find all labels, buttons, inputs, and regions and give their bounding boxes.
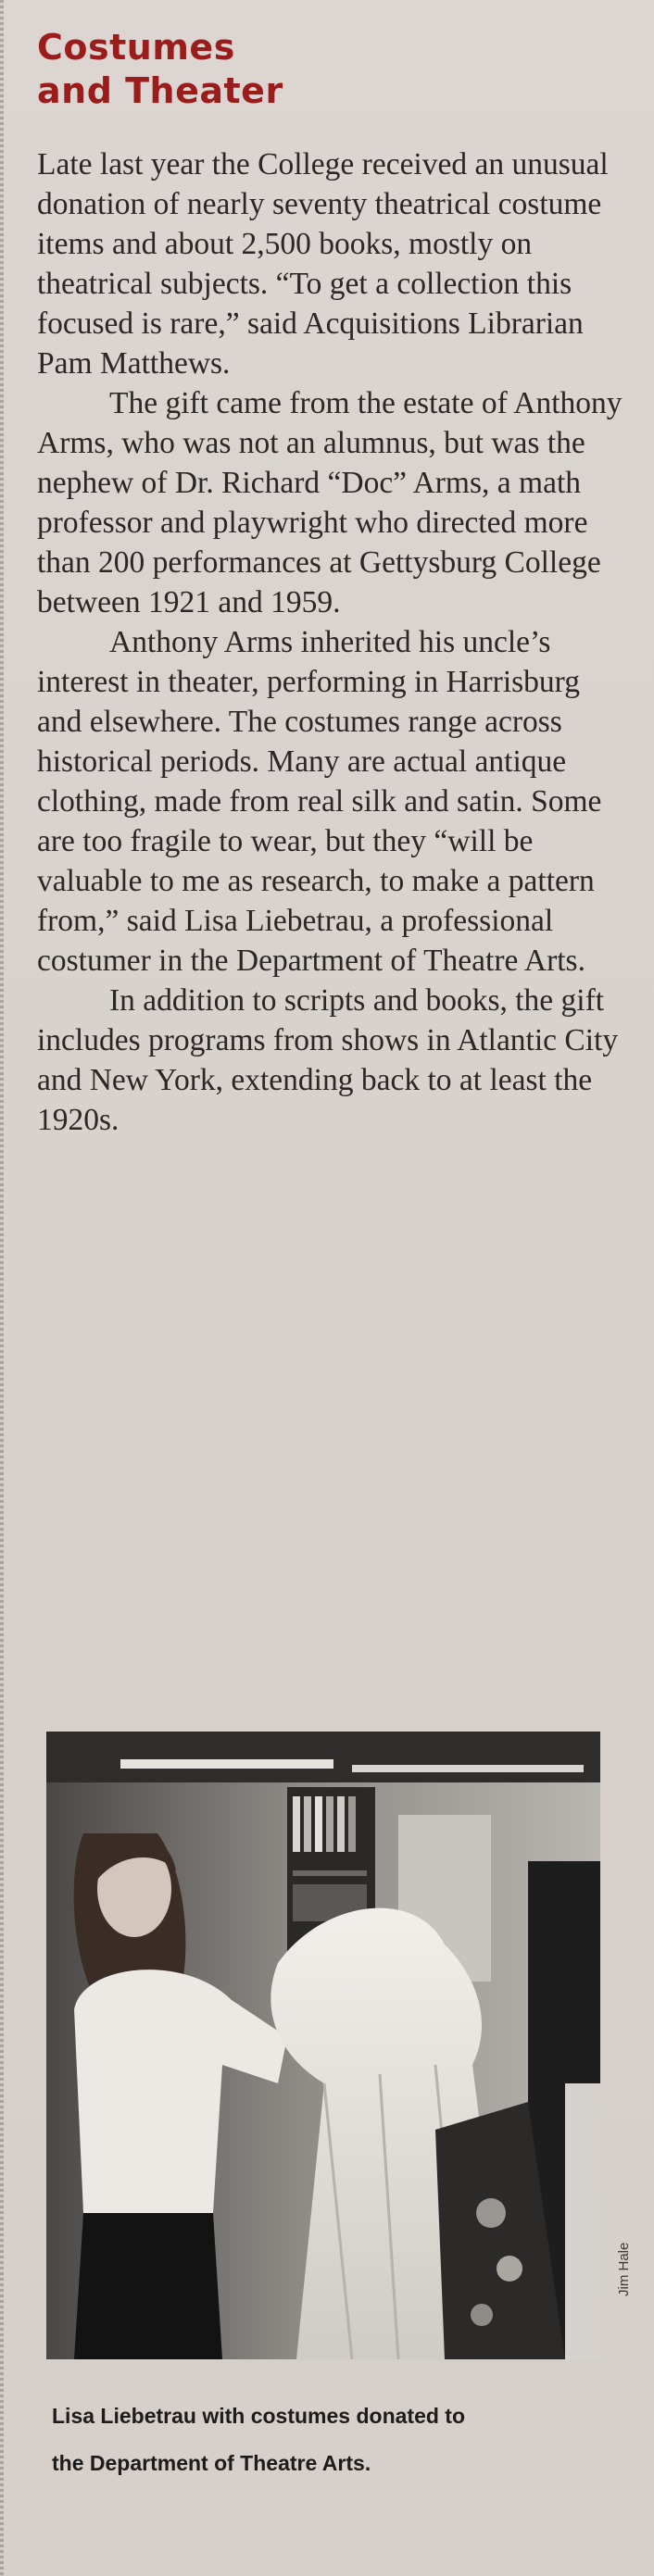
lace-garment	[565, 2083, 600, 2359]
costume-photo	[46, 1732, 600, 2359]
page-edge	[0, 0, 4, 2576]
ceiling	[46, 1732, 600, 1782]
caption-line-2: the Department of Theatre Arts.	[52, 2451, 371, 2475]
paragraph-4: In addition to scripts and books, the gift includes programs from shows in Atlantic City and New York, extending back to at least the 1920s.	[37, 983, 619, 1137]
ceiling-light	[120, 1759, 333, 1769]
paragraph-1: Late last year the College received an unusual donation of nearly seventy theatrical costume items and about 2,500 books, mostly on theatrical subjects. “To get a collection this focused is rare,” said Acquisitions Librarian Pam Matthews.	[37, 147, 609, 381]
title-line-2: and Theater	[37, 70, 283, 111]
photo-illustration	[46, 1732, 600, 2359]
caption-line-1: Lisa Liebetrau with costumes donated to	[52, 2404, 466, 2428]
title-line-1: Costumes	[37, 27, 235, 68]
ceiling-light-2	[352, 1765, 584, 1772]
article-body	[37, 144, 630, 1140]
photo-caption	[52, 2393, 626, 2487]
photo-credit: Jim Hale	[616, 2242, 632, 2296]
paragraph-3: Anthony Arms inherited his uncle’s interest in theater, performing in Harrisburg and elsewhere. The costumes range across historical periods. Many are actual antique clothing, made from real silk and satin. Some are too fragile to wear, but they “will be valuable to me as research, to make a pattern from,” said Lisa Liebetrau, a professional costumer in the Department of Theatre Arts.	[37, 625, 602, 978]
paragraph-2: The gift came from the estate of Anthony Arms, who was not an alumnus, but was the nephew of Dr. Richard “Doc” Arms, a math professor and playwright who directed more than 200 performances at Gettysburg College between 1921 and 1959.	[37, 386, 623, 619]
article-title	[37, 26, 556, 113]
